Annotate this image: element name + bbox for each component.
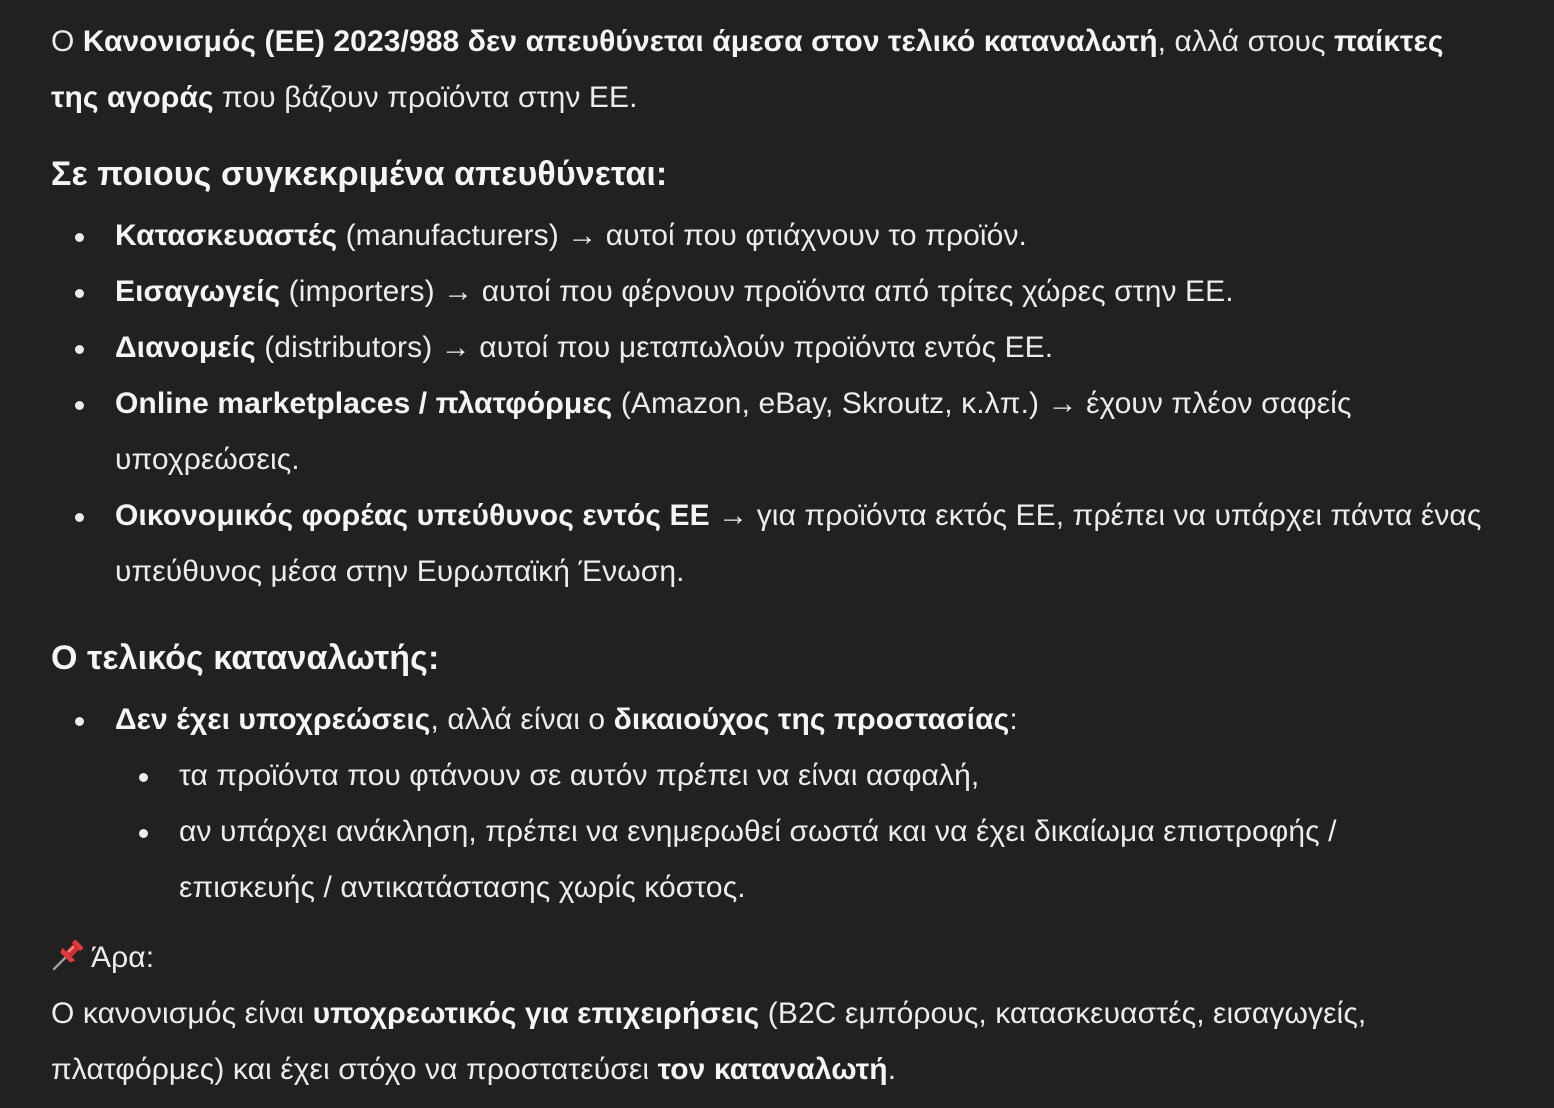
list-item-text-continuation: υποχρεώσεις. <box>115 443 300 476</box>
conclusion-bold-consumer: τον καταναλωτή <box>657 1053 888 1086</box>
sublist-item-text: τα προϊόντα που φτάνουν σε αυτόν πρέπει να είναι ασφαλή, <box>179 759 980 792</box>
sublist-item-text: αν υπάρχει ανάκληση, πρέπει να ενημερωθεί σωστά και να έχει δικαίωμα επιστροφής / <box>179 815 1337 848</box>
conclusion-label: Άρα: <box>91 941 155 974</box>
list-item-bold-protection: δικαιούχος της προστασίας <box>613 703 1010 736</box>
intro-bold-market: της αγοράς <box>51 81 214 114</box>
pushpin-icon <box>51 935 85 969</box>
list-item-text: (manufacturers) → αυτοί που φτιάχνουν το προϊόν. <box>337 219 1027 252</box>
list-item <box>51 208 1554 264</box>
list-item-bold: Διανομείς <box>115 331 256 364</box>
list-item-bold: Εισαγωγείς <box>115 275 281 308</box>
list-item-text-continuation: υπεύθυνος μέσα στην Ευρωπαϊκή Ένωση. <box>115 555 685 588</box>
conclusion-text-4: . <box>887 1053 897 1086</box>
list-item-text: (distributors) → αυτοί που μεταπωλούν προϊόντα εντός ΕΕ. <box>255 331 1054 364</box>
consumer-sublist <box>51 748 1554 916</box>
list-item-text: (importers) → αυτοί που φέρνουν προϊόντα από τρίτες χώρες στην ΕΕ. <box>280 275 1234 308</box>
list-item <box>51 692 1554 748</box>
list-item-bold: Οικονομικός φορέας υπεύθυνος εντός ΕΕ <box>115 499 710 532</box>
list-item-text: , αλλά είναι ο <box>430 703 614 736</box>
list-item-bold: Δεν έχει υποχρεώσεις <box>115 703 431 736</box>
conclusion-text-1: Ο κανονισμός είναι <box>51 997 313 1030</box>
intro-text-3: που βάζουν προϊόντα στην ΕΕ. <box>213 81 638 114</box>
list-item-bold: Online marketplaces / πλατφόρμες <box>115 387 613 420</box>
conclusion-text-2: (B2C εμπόρους, κατασκευαστές, εισαγωγείς, <box>759 997 1367 1030</box>
intro-text-2: , αλλά στους <box>1157 25 1334 58</box>
intro-bold-players: παίκτες <box>1334 25 1444 58</box>
sublist-item <box>51 748 1554 804</box>
intro-text-1: Ο <box>51 25 83 58</box>
section-heading-addressees: Σε ποιους συγκεκριμένα απευθύνεται: <box>51 155 668 193</box>
list-item-bold: Κατασκευαστές <box>115 219 338 252</box>
intro-bold-regulation: Κανονισμός (ΕΕ) 2023/988 δεν απευθύνεται άμεσα στον τελικό καταναλωτή <box>82 25 1158 58</box>
conclusion-text-3: πλατφόρμες) και έχει στόχο να προστατεύσει <box>51 1053 658 1086</box>
sublist-item <box>51 804 1554 916</box>
conclusion-paragraph <box>51 986 1554 1098</box>
list-item-text-colon: : <box>1009 703 1018 736</box>
list-item <box>51 488 1554 600</box>
list-item <box>51 376 1554 488</box>
consumer-list <box>51 692 1554 748</box>
list-item <box>51 320 1554 376</box>
list-item <box>51 264 1554 320</box>
conclusion-bold-businesses: υποχρεωτικός για επιχειρήσεις <box>312 997 760 1030</box>
intro-paragraph <box>51 14 1554 126</box>
addressees-list <box>51 208 1554 600</box>
conclusion-label-line <box>51 930 1554 986</box>
message-content <box>51 14 1554 1098</box>
section-heading-consumer: Ο τελικός καταναλωτής: <box>51 639 440 677</box>
sublist-item-text-continuation: επισκευής / αντικατάστασης χωρίς κόστος. <box>179 871 746 904</box>
list-item-text: → για προϊόντα εκτός ΕΕ, πρέπει να υπάρχει πάντα ένας <box>709 499 1482 532</box>
list-item-text: (Amazon, eBay, Skroutz, κ.λπ.) → έχουν πλέον σαφείς <box>612 387 1352 420</box>
